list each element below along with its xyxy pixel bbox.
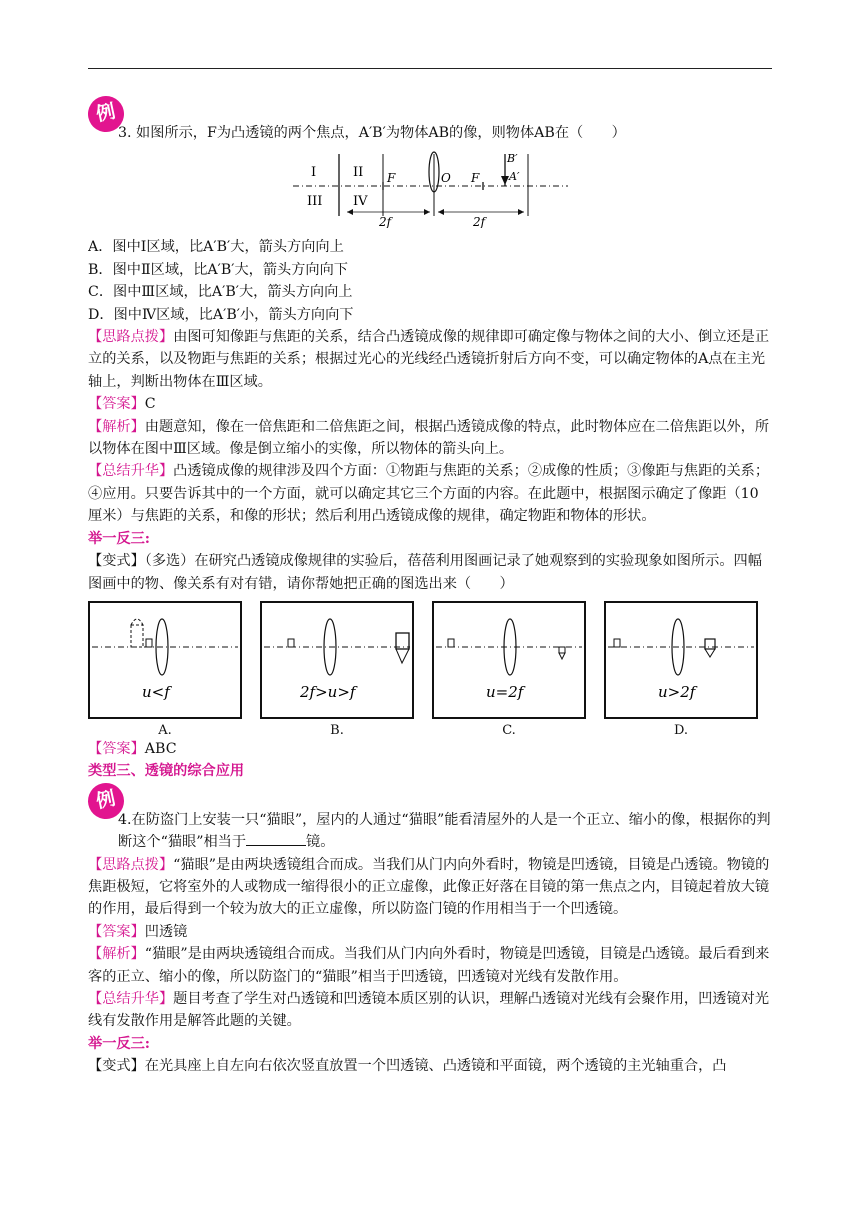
question-paragraph (88, 809, 772, 854)
analysis-paragraph (88, 416, 772, 461)
answer-paragraph (88, 393, 772, 415)
answer-text: C (144, 396, 156, 413)
region-label: II (353, 165, 364, 181)
variant-answer (88, 738, 772, 760)
variant-paragraph (88, 1055, 772, 1077)
header-rule (88, 68, 772, 69)
panel-c (432, 601, 586, 738)
panel-a-svg (88, 601, 242, 719)
panel-letter: D. (673, 722, 689, 738)
variant-1 (88, 528, 772, 761)
analysis-paragraph (88, 943, 772, 988)
example-3 (88, 96, 772, 528)
option-c: C．图中Ⅲ区域，比A′B′大，箭头方向向上 (88, 284, 353, 301)
region-label: III (307, 194, 323, 210)
focus-label: F (471, 171, 480, 186)
center-label: O (441, 171, 451, 186)
lens-diagram-svg (293, 150, 568, 228)
analysis-tag: 【解析】 (88, 418, 145, 435)
hint-tag: 【思路点拨】 (88, 329, 174, 346)
analysis-tag: 【解析】 (88, 946, 145, 963)
question-text: 3. 如图所示，F为凸透镜的两个焦点，A′B′为物体AB的像，则物体AB在（ ） (118, 125, 626, 141)
variant-text: （多选）在研究凸透镜成像规律的实验后，蓓蓓利用图画记录了她观察到的实验现象如图所示。四幅图画中的物、像关系有对有错，请你帮她把正确的图选出来（ ） (88, 553, 762, 592)
answer-tag: 【答案】 (88, 923, 145, 940)
focus-label: F (387, 171, 396, 186)
answer-text: ABC (144, 740, 177, 757)
summary-tag: 【总结升华】 (88, 990, 174, 1007)
answer-text: 凹透镜 (144, 923, 188, 940)
answer-blank (246, 831, 306, 846)
summary-text: 题目考查了学生对凸透镜和凹透镜本质区别的认识，理解凸透镜对光线有会聚作用，凹透镜对光线有发散作用是解答此题的关键。 (88, 990, 770, 1030)
lens-region-diagram (293, 150, 772, 232)
answer-tag: 【答案】 (88, 740, 145, 757)
example-badge: 例 (85, 779, 128, 822)
practice-heading: 举一反三: (88, 530, 150, 547)
question-suffix: 镜。 (306, 834, 335, 851)
panel-letter: C. (502, 722, 516, 738)
option-b: B．图中Ⅱ区域，比A′B′大，箭头方向向下 (88, 261, 348, 278)
document-page (88, 96, 772, 1078)
variant-2 (88, 1033, 772, 1078)
hint-paragraph (88, 854, 772, 921)
region-label: I (311, 165, 317, 181)
example-4 (88, 783, 772, 1033)
section-heading: 类型三、透镜的综合应用 (88, 763, 245, 780)
condition-label: 2f>u>f (300, 682, 356, 701)
image-base-label: A′ (509, 170, 520, 184)
panel-letter: B. (330, 722, 344, 738)
region-label: IV (353, 194, 368, 210)
panel-letter: A. (158, 722, 172, 738)
question-text: 4.在防盗门上安装一只“猫眼”，屋内的人通过“猫眼”能看清屋外的人是一个正立、缩小的像，根据你的判断这个“猫眼”相当于 (118, 811, 771, 851)
variant-tag: 【变式】 (88, 553, 145, 570)
panel-b-svg (260, 601, 414, 719)
practice-heading: 举一反三: (88, 1035, 150, 1052)
summary-tag: 【总结升华】 (88, 463, 174, 480)
hint-tag: 【思路点拨】 (88, 856, 174, 873)
summary-paragraph (88, 988, 772, 1033)
variant-paragraph (88, 550, 772, 595)
answer-paragraph (88, 921, 772, 943)
panel-a (88, 601, 242, 738)
image-top-label: B′ (507, 152, 518, 166)
distance-label: 2f (473, 215, 486, 229)
hint-text: “猫眼”是由两块透镜组合而成。当我们从门内向外看时，物镜是凹透镜，目镜是凸透镜。物镜的焦距极短，它将室外的人或物成一缩得很小的正立虚像，此像正好落在目镜的第一焦点之内，目镜起着放大镜的作用，最后得到一个较为放大的正立虚像，所以防盗门镜的作用相当于一个凹透镜。 (88, 856, 770, 918)
four-panel-figure (88, 601, 772, 738)
analysis-text: “猫眼”是由两块透镜组合而成。当我们从门内向外看时，物镜是凹透镜，目镜是凸透镜。最后看到来客的正立、缩小的像，所以防盗门的“猫眼”相当于凹透镜，凹透镜对光线有发散作用。 (88, 946, 770, 985)
analysis-text: 由题意知，像在一倍焦距和二倍焦距之间，根据凸透镜成像的特点，此时物体应在二倍焦距以外，所以物体在图中Ⅲ区域。像是倒立缩小的实像，所以物体的箭头向上。 (88, 418, 770, 458)
panel-d-svg (604, 601, 758, 719)
variant-text: 在光具座上自左向右依次竖直放置一个凹透镜、凸透镜和平面镜，两个透镜的主光轴重合，凸 (144, 1058, 727, 1075)
condition-label: u<f (142, 682, 170, 701)
panel-d (604, 601, 758, 738)
distance-label: 2f (379, 215, 392, 229)
variant-tag: 【变式】 (88, 1058, 145, 1075)
summary-text: 凸透镜成像的规律涉及四个方面：①物距与焦距的关系；②成像的性质；③像距与焦距的关系；④应用。只要告诉其中的一个方面，就可以确定其它三个方面的内容。在此题中，根据图示确定了像距（10厘米）与焦距的关系，和像的形状；然后利用凸透镜成像的规律，确定物距和物体的形状。 (88, 463, 770, 525)
summary-paragraph (88, 460, 772, 527)
panel-b (260, 601, 414, 738)
panel-c-svg (432, 601, 586, 719)
hint-paragraph (88, 326, 772, 393)
option-a: A．图中Ⅰ区域，比A′B′大，箭头方向向上 (88, 239, 344, 256)
option-d: D．图中Ⅳ区域，比A′B′小，箭头方向向下 (88, 306, 354, 323)
example-badge: 例 (85, 93, 128, 136)
answer-tag: 【答案】 (88, 396, 145, 413)
condition-label: u=2f (486, 682, 524, 701)
hint-text: 由图可知像距与焦距的关系，结合凸透镜成像的规律即可确定像与物体之间的大小、倒立还是正立的关系，以及物距与焦距的关系；根据过光心的光线经凸透镜折射后方向不变，可以确定物体的A点在主光轴上，判断出物体在Ⅲ区域。 (88, 329, 770, 390)
condition-label: u>2f (658, 682, 696, 701)
